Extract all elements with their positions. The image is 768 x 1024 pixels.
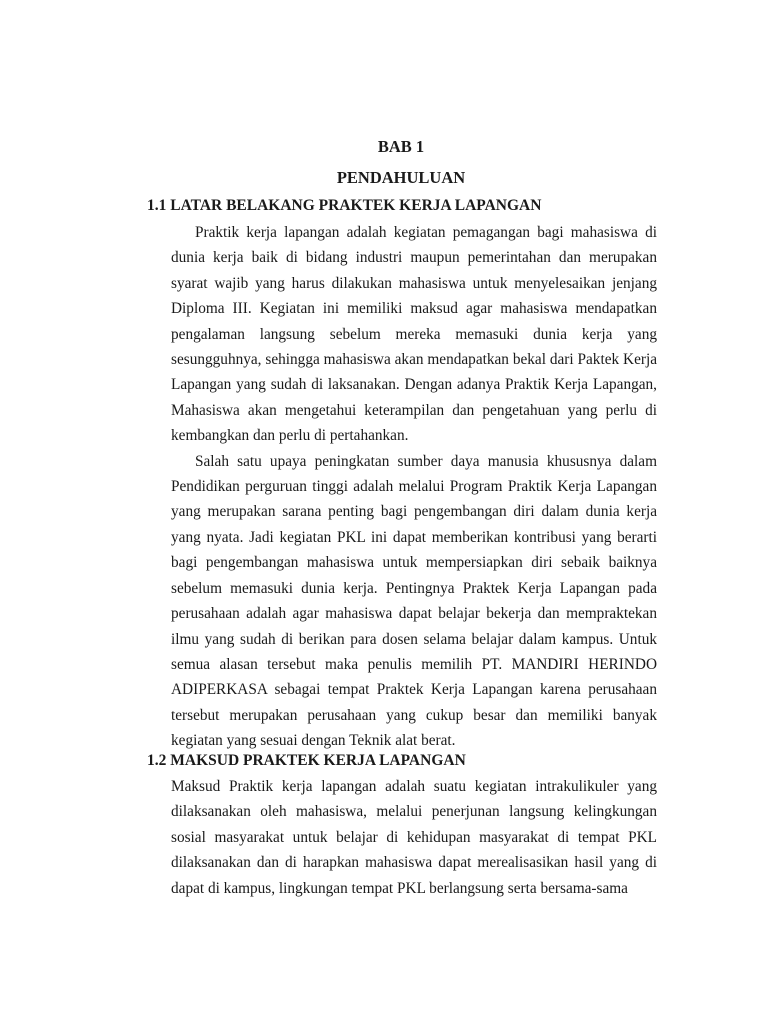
section-heading-1-1: 1.1 LATAR BELAKANG PRAKTEK KERJA LAPANGAN bbox=[147, 197, 542, 214]
chapter-title: PENDAHULUAN bbox=[336, 168, 466, 187]
paragraph: Salah satu upaya peningkatan sumber daya manusia khususnya dalam Pendidikan perguruan tinggi adalah melalui Program Praktik Kerja Lapangan yang merupakan sarana penting bagi pengembangan diri dalam dunia kerja yang nyata. Jadi kegiatan PKL ini dapat memberikan kontribusi yang berarti bagi pengembangan mahasiswa untuk mempersiapkan diri sebaik baiknya sebelum memasuki dunia kerja. Pentingnya Praktek Kerja Lapangan pada perusahaan adalah agar mahasiswa dapat belajar bekerja dan mempraktekan ilmu yang sudah di berikan para dosen selama belajar dalam kampus. Untuk semua alasan tersebut maka penulis memilih PT. MANDIRI HERINDO ADIPERKASA sebagai tempat Praktek Kerja Lapangan karena perusahaan tersebut merupakan perusahaan yang cukup besar dan memiliki banyak kegiatan yang sesuai dengan Teknik alat berat. bbox=[171, 452, 657, 750]
section-1-1-body bbox=[171, 220, 657, 754]
paragraph: Praktik kerja lapangan adalah kegiatan pemagangan bagi mahasiswa di dunia kerja baik di bidang industri maupun pemerintahan dan merupakan syarat wajib yang harus dilakukan mahasiswa untuk menyelesaikan jenjang Diploma III. Kegiatan ini memiliki maksud agar mahasiswa mendapatkan pengalaman langsung sebelum mereka memasuki dunia kerja yang sesungguhnya, sehingga mahasiswa akan mendapatkan bekal dari Paktek Kerja Lapangan yang sudah di laksanakan. Dengan adanya Praktik Kerja Lapangan, Mahasiswa akan mengetahui keterampilan dan pengetahuan yang perlu di kembangkan dan perlu di pertahankan. bbox=[171, 224, 657, 445]
section-1-2-body bbox=[171, 774, 657, 901]
paragraph: Maksud Praktik kerja lapangan adalah suatu kegiatan intrakulikuler yang dilaksanakan oleh mahasiswa, melalui penerjunan langsung kelingkungan sosial masyarakat untuk belajar di kehidupan masyarakat di tempat PKL dilaksanakan dan di harapkan mahasiswa dapat merealisasikan hasil yang di dapat di kampus, lingkungan tempat PKL berlangsung serta bersama-sama bbox=[171, 778, 657, 897]
chapter-label: BAB 1 bbox=[377, 137, 425, 156]
section-heading-1-2: 1.2 MAKSUD PRAKTEK KERJA LAPANGAN bbox=[147, 752, 466, 769]
